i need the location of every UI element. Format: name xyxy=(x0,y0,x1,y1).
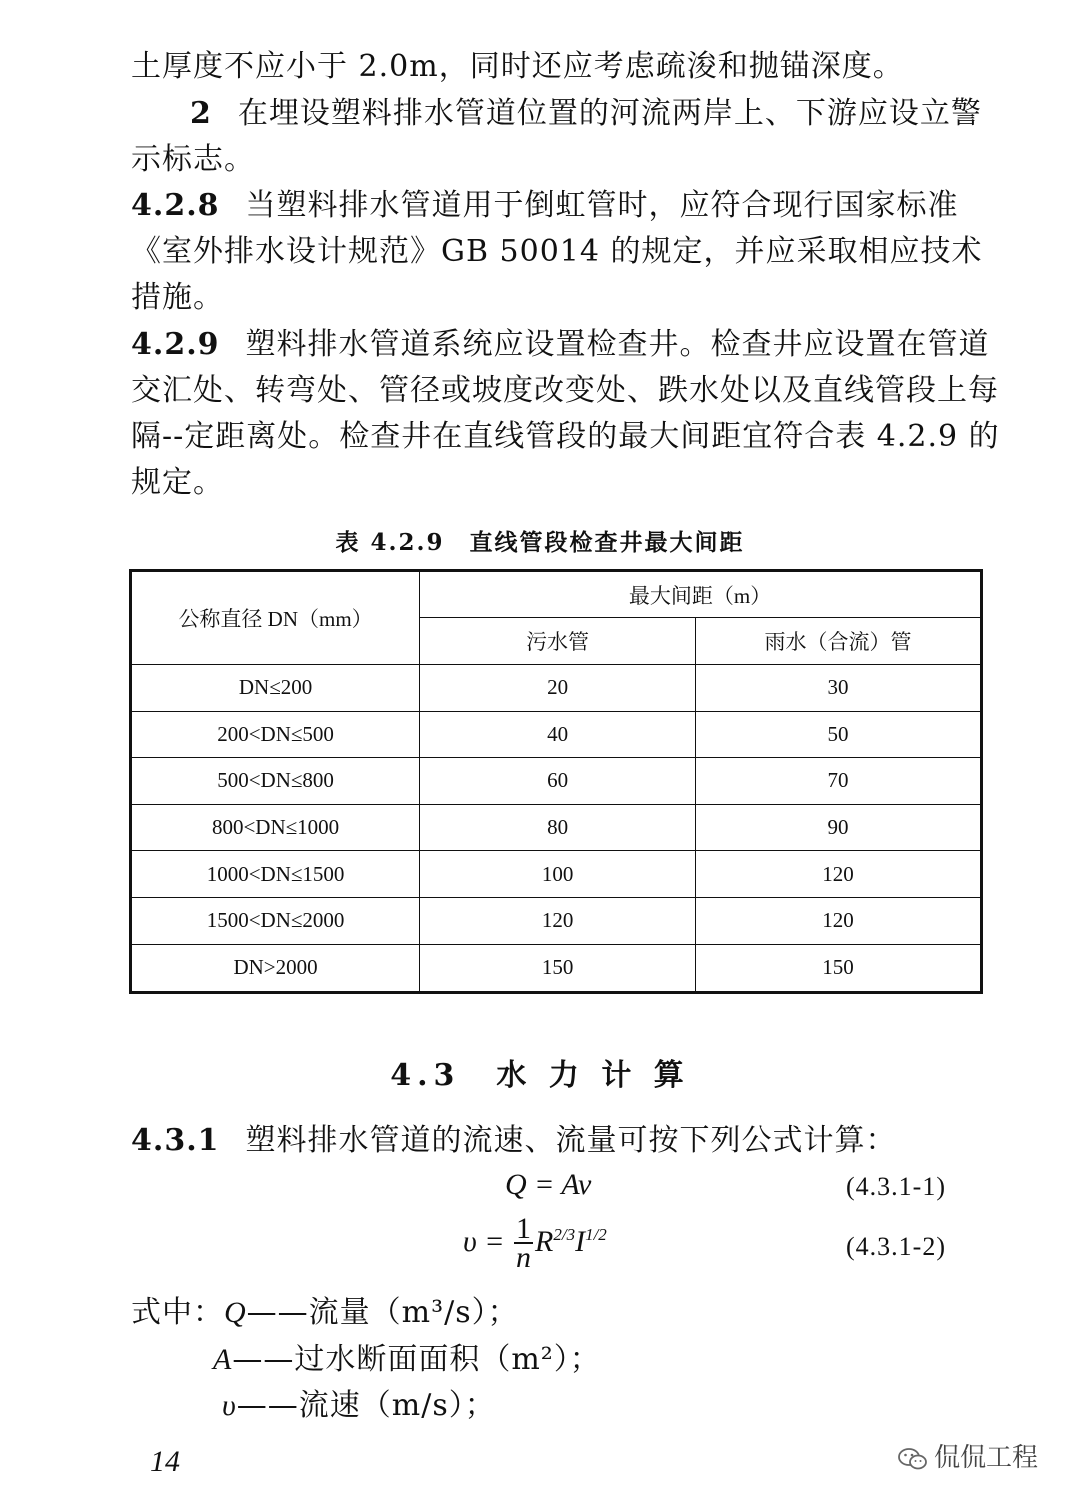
cell-sewage: 100 xyxy=(420,851,696,898)
cell-rain: 50 xyxy=(696,711,982,758)
text-line-6: 措施。 xyxy=(131,280,224,315)
cell-dn: 500<DN≤800 xyxy=(131,758,420,805)
formula-velocity xyxy=(463,1212,607,1274)
text-line-8: 交汇处、转弯处、管径或坡度改变处、跌水处以及直线管段上每 xyxy=(131,373,999,408)
clause-number-4-2-9: 4.2.9 xyxy=(131,327,220,362)
clause-4-3-1 xyxy=(131,1121,897,1161)
definition-a xyxy=(213,1340,601,1380)
header-nominal-diameter: 公称直径 DN（mm） xyxy=(131,571,420,665)
page-number: 14 xyxy=(150,1445,180,1478)
cell-rain: 120 xyxy=(696,897,982,944)
section-heading: 4.3 水 力 计 算 xyxy=(390,1058,690,1093)
fraction xyxy=(514,1212,533,1274)
table-row xyxy=(131,897,982,944)
hydraulic-radius: R xyxy=(535,1224,554,1258)
cell-sewage: 120 xyxy=(420,897,696,944)
wechat-icon xyxy=(898,1447,928,1471)
cell-rain: 90 xyxy=(696,804,982,851)
fraction-denominator: n xyxy=(516,1241,532,1274)
table-row xyxy=(131,665,982,712)
cell-dn: 800<DN≤1000 xyxy=(131,804,420,851)
clause-4-2-8-text: 当塑料排水管道用于倒虹管时，应符合现行国家标准 xyxy=(245,188,959,223)
header-sewage-pipe: 污水管 xyxy=(420,618,696,665)
definition-q-text: ——流量（m³/s）； xyxy=(246,1295,519,1330)
slope-exponent: 1/2 xyxy=(585,1224,607,1244)
header-max-spacing: 最大间距（m） xyxy=(420,571,982,618)
item-2-text: 在埋设塑料排水管道位置的河流两岸上、下游应设立警 xyxy=(237,96,982,131)
text-line-9: 隔--定距离处。检查井在直线管段的最大间距宜符合表 4.2.9 的 xyxy=(131,419,1000,454)
clause-number-4-3-1: 4.3.1 xyxy=(131,1123,220,1158)
definition-v-text: ——流速（m/s）； xyxy=(236,1388,496,1423)
table-caption: 表 4.2.9 直线管段检查井最大间距 xyxy=(335,529,745,556)
spacing-table xyxy=(129,569,983,994)
clause-4-2-9-text: 塑料排水管道系统应设置检查井。检查井应设置在管道 xyxy=(245,327,990,362)
cell-dn: DN>2000 xyxy=(131,944,420,992)
cell-dn: 1500<DN≤2000 xyxy=(131,897,420,944)
fraction-numerator: 1 xyxy=(516,1212,532,1245)
cell-dn: 200<DN≤500 xyxy=(131,711,420,758)
symbol-q: Q xyxy=(224,1296,247,1329)
definition-prefix: 式中： xyxy=(131,1295,224,1330)
formula-velocity-number: (4.3.1-2) xyxy=(846,1232,946,1261)
definition-v xyxy=(222,1386,496,1426)
table-row xyxy=(131,711,982,758)
cell-rain: 70 xyxy=(696,758,982,805)
formula-flow: Q = Av xyxy=(505,1168,592,1201)
table-row xyxy=(131,851,982,898)
symbol-a: A xyxy=(213,1343,233,1376)
cell-sewage: 60 xyxy=(420,758,696,805)
clause-number-4-2-8: 4.2.8 xyxy=(131,188,220,223)
cell-rain: 150 xyxy=(696,944,982,992)
clause-4-3-1-text: 塑料排水管道的流速、流量可按下列公式计算： xyxy=(245,1123,897,1158)
text-line-5: 《室外排水设计规范》GB 50014 的规定，并应采取相应技术 xyxy=(131,234,983,269)
cell-dn: 1000<DN≤1500 xyxy=(131,851,420,898)
table-row xyxy=(131,804,982,851)
header-rain-pipe: 雨水（合流）管 xyxy=(696,618,982,665)
cell-rain: 30 xyxy=(696,665,982,712)
table-row xyxy=(131,758,982,805)
cell-sewage: 150 xyxy=(420,944,696,992)
formula-velocity-lhs: υ = xyxy=(463,1224,505,1258)
symbol-v: υ xyxy=(222,1389,237,1422)
watermark-text: 侃侃工程 xyxy=(934,1443,1039,1473)
table-row xyxy=(131,944,982,992)
slope: I xyxy=(575,1224,586,1258)
clause-4-2-8 xyxy=(131,186,959,226)
text-line-3: 示标志。 xyxy=(131,142,255,177)
text-line-1: 土厚度不应小于 2.0m，同时还应考虑疏浚和抛锚深度。 xyxy=(131,49,904,84)
formula-flow-number: (4.3.1-1) xyxy=(846,1172,946,1201)
text-line-2 xyxy=(190,94,982,134)
radius-exponent: 2/3 xyxy=(553,1224,576,1244)
watermark xyxy=(898,1437,1038,1474)
item-number-2: 2 xyxy=(190,96,212,131)
cell-sewage: 80 xyxy=(420,804,696,851)
cell-dn: DN≤200 xyxy=(131,665,420,712)
definition-q xyxy=(131,1293,519,1333)
text-line-10: 规定。 xyxy=(131,465,224,500)
clause-4-2-9 xyxy=(131,325,990,365)
definition-a-text: ——过水断面面积（m²）； xyxy=(232,1342,601,1377)
cell-sewage: 40 xyxy=(420,711,696,758)
cell-rain: 120 xyxy=(696,851,982,898)
cell-sewage: 20 xyxy=(420,665,696,712)
